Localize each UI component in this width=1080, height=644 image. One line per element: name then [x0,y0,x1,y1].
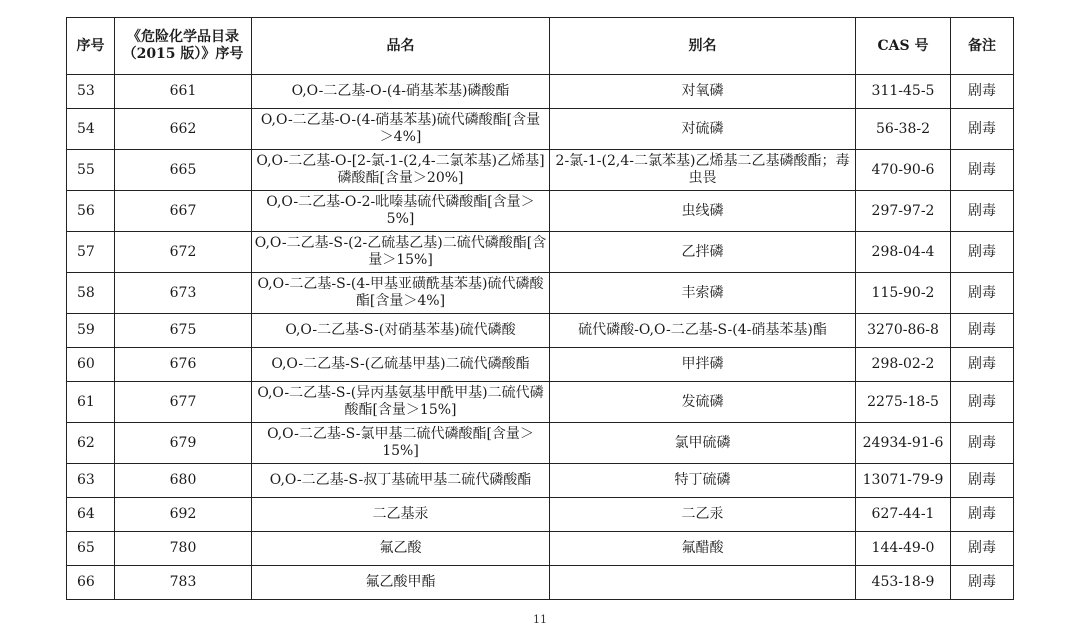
cell-cas: 311-45-5 [856,75,951,109]
cell-seq: 61 [67,382,115,423]
cell-note: 剧毒 [951,150,1014,191]
table-row [67,498,1014,532]
cell-catalog-seq: 692 [115,498,252,532]
cell-name: O,O-二乙基-S-叔丁基硫甲基二硫代磷酸酯 [252,464,550,498]
cell-note: 剧毒 [951,423,1014,464]
table-row [67,273,1014,314]
header-seq: 序号 [67,18,115,75]
cell-catalog-seq: 780 [115,532,252,566]
cell-note: 剧毒 [951,314,1014,348]
cell-note: 剧毒 [951,273,1014,314]
header-catalog-seq: 《危险化学品目录（2015 版）》序号 [115,18,252,75]
cell-alias: 丰索磷 [550,273,856,314]
cell-name: O,O-二乙基-S-(乙硫基甲基)二硫代磷酸酯 [252,348,550,382]
cell-name: O,O-二乙基-S-(异丙基氨基甲酰甲基)二硫代磷酸酯[含量＞15%] [252,382,550,423]
cell-name: O,O-二乙基-O-(4-硝基苯基)硫代磷酸酯[含量＞4%] [252,109,550,150]
cell-catalog-seq: 667 [115,191,252,232]
cell-catalog-seq: 662 [115,109,252,150]
cell-cas: 298-02-2 [856,348,951,382]
cell-note: 剧毒 [951,498,1014,532]
cell-name: O,O-二乙基-S-(2-乙硫基乙基)二硫代磷酸酯[含量＞15%] [252,232,550,273]
cell-cas: 115-90-2 [856,273,951,314]
table-row [67,109,1014,150]
cell-alias: 乙拌磷 [550,232,856,273]
cell-alias: 甲拌磷 [550,348,856,382]
header-note: 备注 [951,18,1014,75]
cell-note: 剧毒 [951,75,1014,109]
cell-cas: 297-97-2 [856,191,951,232]
cell-alias: 氯甲硫磷 [550,423,856,464]
cell-seq: 56 [67,191,115,232]
cell-cas: 470-90-6 [856,150,951,191]
cell-catalog-seq: 679 [115,423,252,464]
table-row [67,423,1014,464]
cell-name: O,O-二乙基-S-(4-甲基亚磺酰基苯基)硫代磷酸酯[含量＞4%] [252,273,550,314]
cell-seq: 54 [67,109,115,150]
cell-catalog-seq: 673 [115,273,252,314]
cell-catalog-seq: 676 [115,348,252,382]
cell-cas: 13071-79-9 [856,464,951,498]
cell-seq: 58 [67,273,115,314]
cell-name: O,O-二乙基-O-[2-氯-1-(2,4-二氯苯基)乙烯基]磷酸酯[含量＞20%] [252,150,550,191]
cell-note: 剧毒 [951,191,1014,232]
cell-alias: 氟醋酸 [550,532,856,566]
cell-name: O,O-二乙基-O-(4-硝基苯基)磷酸酯 [252,75,550,109]
cell-note: 剧毒 [951,232,1014,273]
cell-cas: 298-04-4 [856,232,951,273]
header-name: 品名 [252,18,550,75]
cell-cas: 144-49-0 [856,532,951,566]
cell-alias: 虫线磷 [550,191,856,232]
header-alias: 别名 [550,18,856,75]
cell-name: O,O-二乙基-S-氯甲基二硫代磷酸酯[含量＞15%] [252,423,550,464]
cell-alias [550,566,856,600]
table-row [67,314,1014,348]
cell-catalog-seq: 677 [115,382,252,423]
cell-catalog-seq: 665 [115,150,252,191]
cell-cas: 56-38-2 [856,109,951,150]
cell-note: 剧毒 [951,382,1014,423]
cell-note: 剧毒 [951,464,1014,498]
cell-alias: 对氧磷 [550,75,856,109]
cell-catalog-seq: 680 [115,464,252,498]
cell-note: 剧毒 [951,348,1014,382]
cell-catalog-seq: 661 [115,75,252,109]
table-row [67,464,1014,498]
cell-catalog-seq: 675 [115,314,252,348]
header-row [67,18,1014,75]
cell-cas: 453-18-9 [856,566,951,600]
table-row [67,532,1014,566]
table-row [67,232,1014,273]
cell-seq: 66 [67,566,115,600]
cell-alias: 2-氯-1-(2,4-二氯苯基)乙烯基二乙基磷酸酯；毒虫畏 [550,150,856,191]
table-row [67,150,1014,191]
cell-seq: 60 [67,348,115,382]
table-row [67,382,1014,423]
cell-alias: 二乙汞 [550,498,856,532]
page-number: 11 [533,613,547,626]
cell-alias: 对硫磷 [550,109,856,150]
cell-alias: 特丁硫磷 [550,464,856,498]
cell-name: 氟乙酸甲酯 [252,566,550,600]
cell-seq: 57 [67,232,115,273]
cell-alias: 发硫磷 [550,382,856,423]
cell-cas: 24934-91-6 [856,423,951,464]
cell-seq: 64 [67,498,115,532]
cell-name: 二乙基汞 [252,498,550,532]
cell-cas: 2275-18-5 [856,382,951,423]
cell-seq: 59 [67,314,115,348]
cell-catalog-seq: 783 [115,566,252,600]
cell-cas: 627-44-1 [856,498,951,532]
cell-note: 剧毒 [951,109,1014,150]
cell-seq: 65 [67,532,115,566]
hazardous-chemicals-table [66,17,1014,600]
cell-name: O,O-二乙基-S-(对硝基苯基)硫代磷酸 [252,314,550,348]
cell-cas: 3270-86-8 [856,314,951,348]
cell-catalog-seq: 672 [115,232,252,273]
cell-name: 氟乙酸 [252,532,550,566]
table-row [67,191,1014,232]
cell-seq: 55 [67,150,115,191]
table-body [67,75,1014,600]
cell-note: 剧毒 [951,566,1014,600]
table-row [67,75,1014,109]
cell-seq: 53 [67,75,115,109]
header-cas: CAS 号 [856,18,951,75]
cell-seq: 62 [67,423,115,464]
cell-name: O,O-二乙基-O-2-吡嗪基硫代磷酸酯[含量＞5%] [252,191,550,232]
table-row [67,348,1014,382]
cell-note: 剧毒 [951,532,1014,566]
cell-alias: 硫代磷酸-O,O-二乙基-S-(4-硝基苯基)酯 [550,314,856,348]
cell-seq: 63 [67,464,115,498]
table-row [67,566,1014,600]
